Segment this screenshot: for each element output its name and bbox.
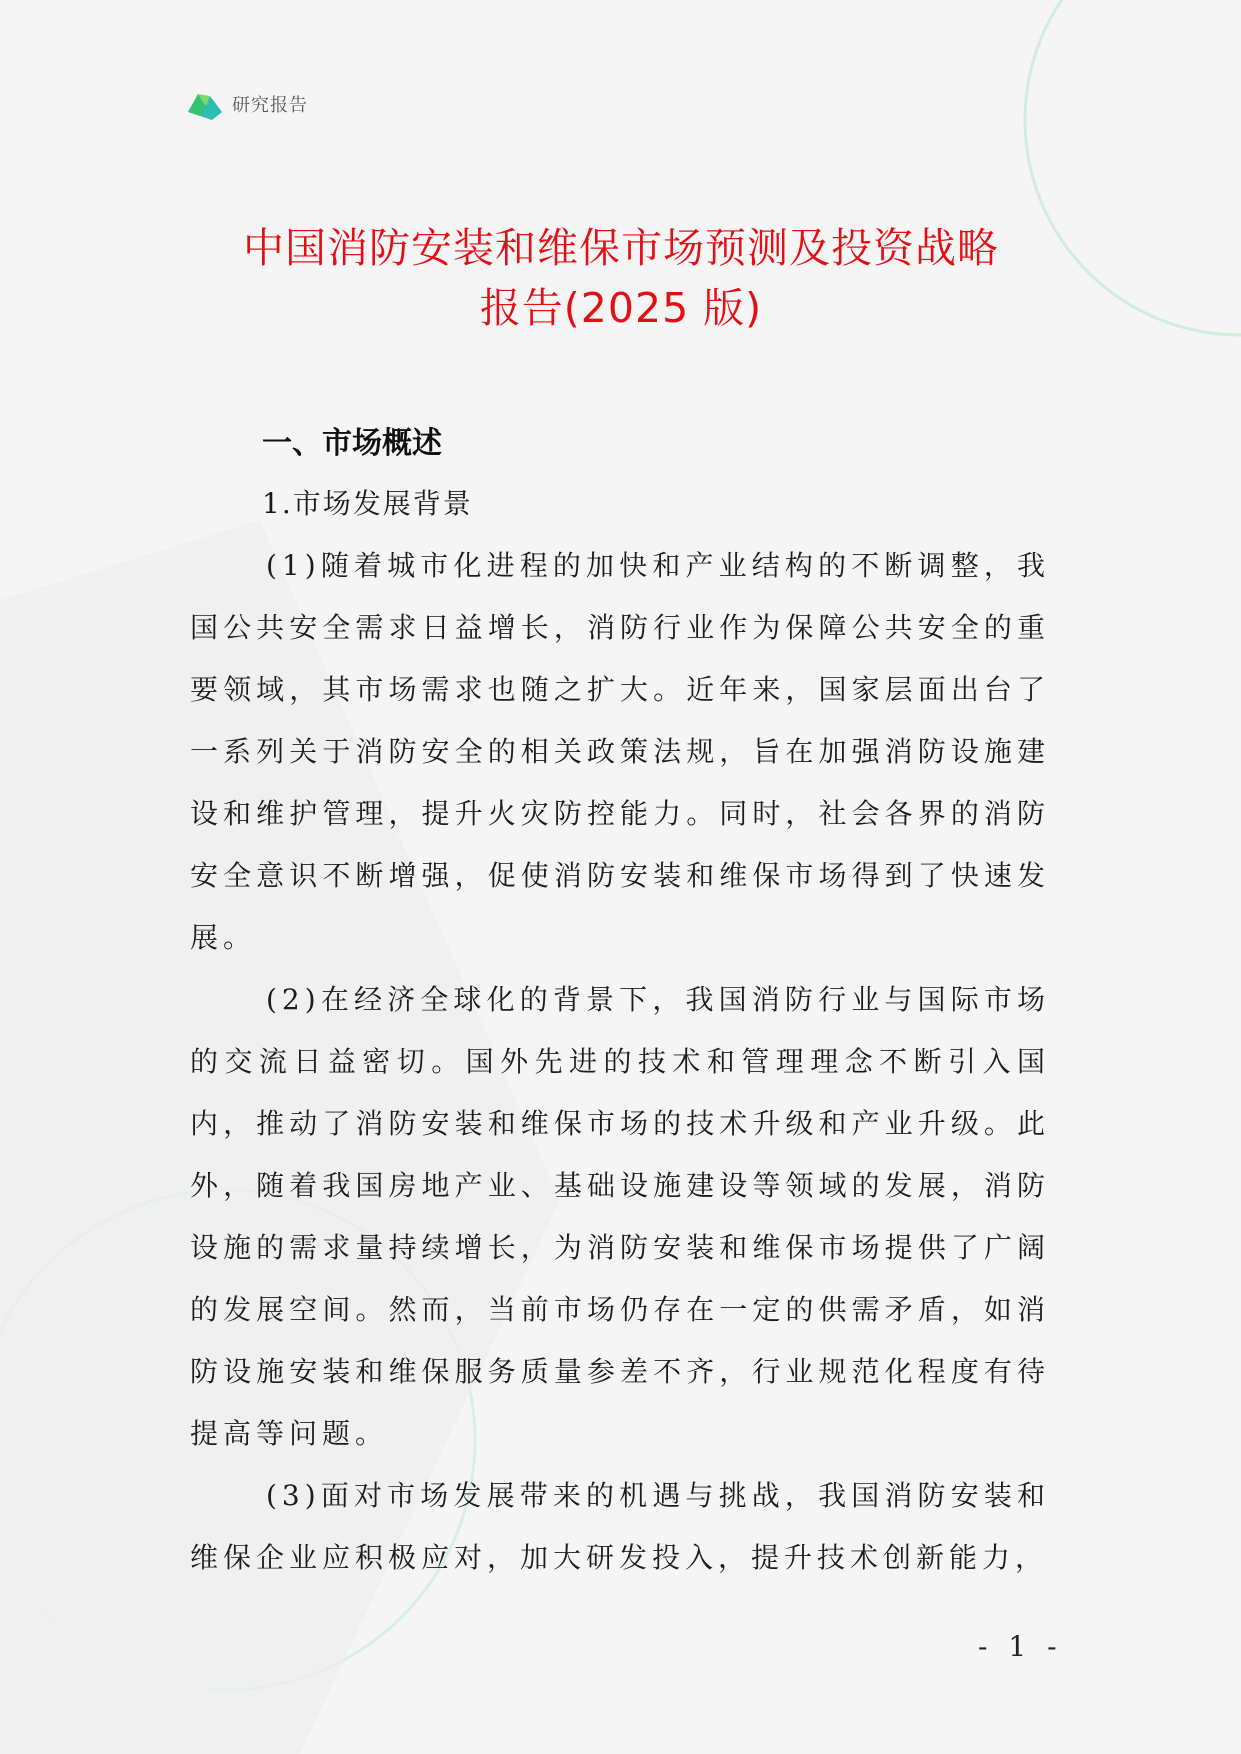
page-number: - 1 - bbox=[978, 1630, 1063, 1663]
header-label: 研究报告 bbox=[232, 95, 308, 116]
title-line-2: 报告(2025 版) bbox=[479, 284, 763, 332]
body-text bbox=[190, 535, 1050, 1589]
paragraph-1: (1)随着城市化进程的加快和产业结构的不断调整，我国公共安全需求日益增长，消防行业作为保障公共安全的重要领域，其市场需求也随之扩大。近年来，国家层面出台了一系列关于消防安全的相关政策法规，旨在加强消防设施建设和维护管理，提升火灾防控能力。同时，社会各界的消防安全意识不断增强，促使消防安装和维保市场得到了快速发展。 bbox=[190, 549, 1050, 954]
paragraph-2: (2)在经济全球化的背景下，我国消防行业与国际市场的交流日益密切。国外先进的技术和管理理念不断引入国内，推动了消防安装和维保市场的技术升级和产业升级。此外，随着我国房地产业、基础设施建设等领域的发展，消防设施的需求量持续增长，为消防安装和维保市场提供了广阔的发展空间。然而，当前市场仍存在一定的供需矛盾，如消防设施安装和维保服务质量参差不齐，行业规范化程度有待提高等问题。 bbox=[190, 983, 1050, 1450]
title-line-1: 中国消防安装和维保市场预测及投资战略 bbox=[243, 224, 999, 272]
deco-circle-top bbox=[1025, 0, 1241, 335]
report-title bbox=[186, 218, 1056, 338]
section-subheading: 1.市场发展背景 bbox=[262, 487, 473, 520]
brand-logo-icon bbox=[186, 86, 224, 122]
report-header bbox=[186, 86, 308, 122]
section-heading: 一、市场概述 bbox=[262, 426, 442, 461]
paragraph-3: (3)面对市场发展带来的机遇与挑战，我国消防安装和维保企业应积极应对，加大研发投入，提升技术创新能力， bbox=[190, 1479, 1050, 1574]
